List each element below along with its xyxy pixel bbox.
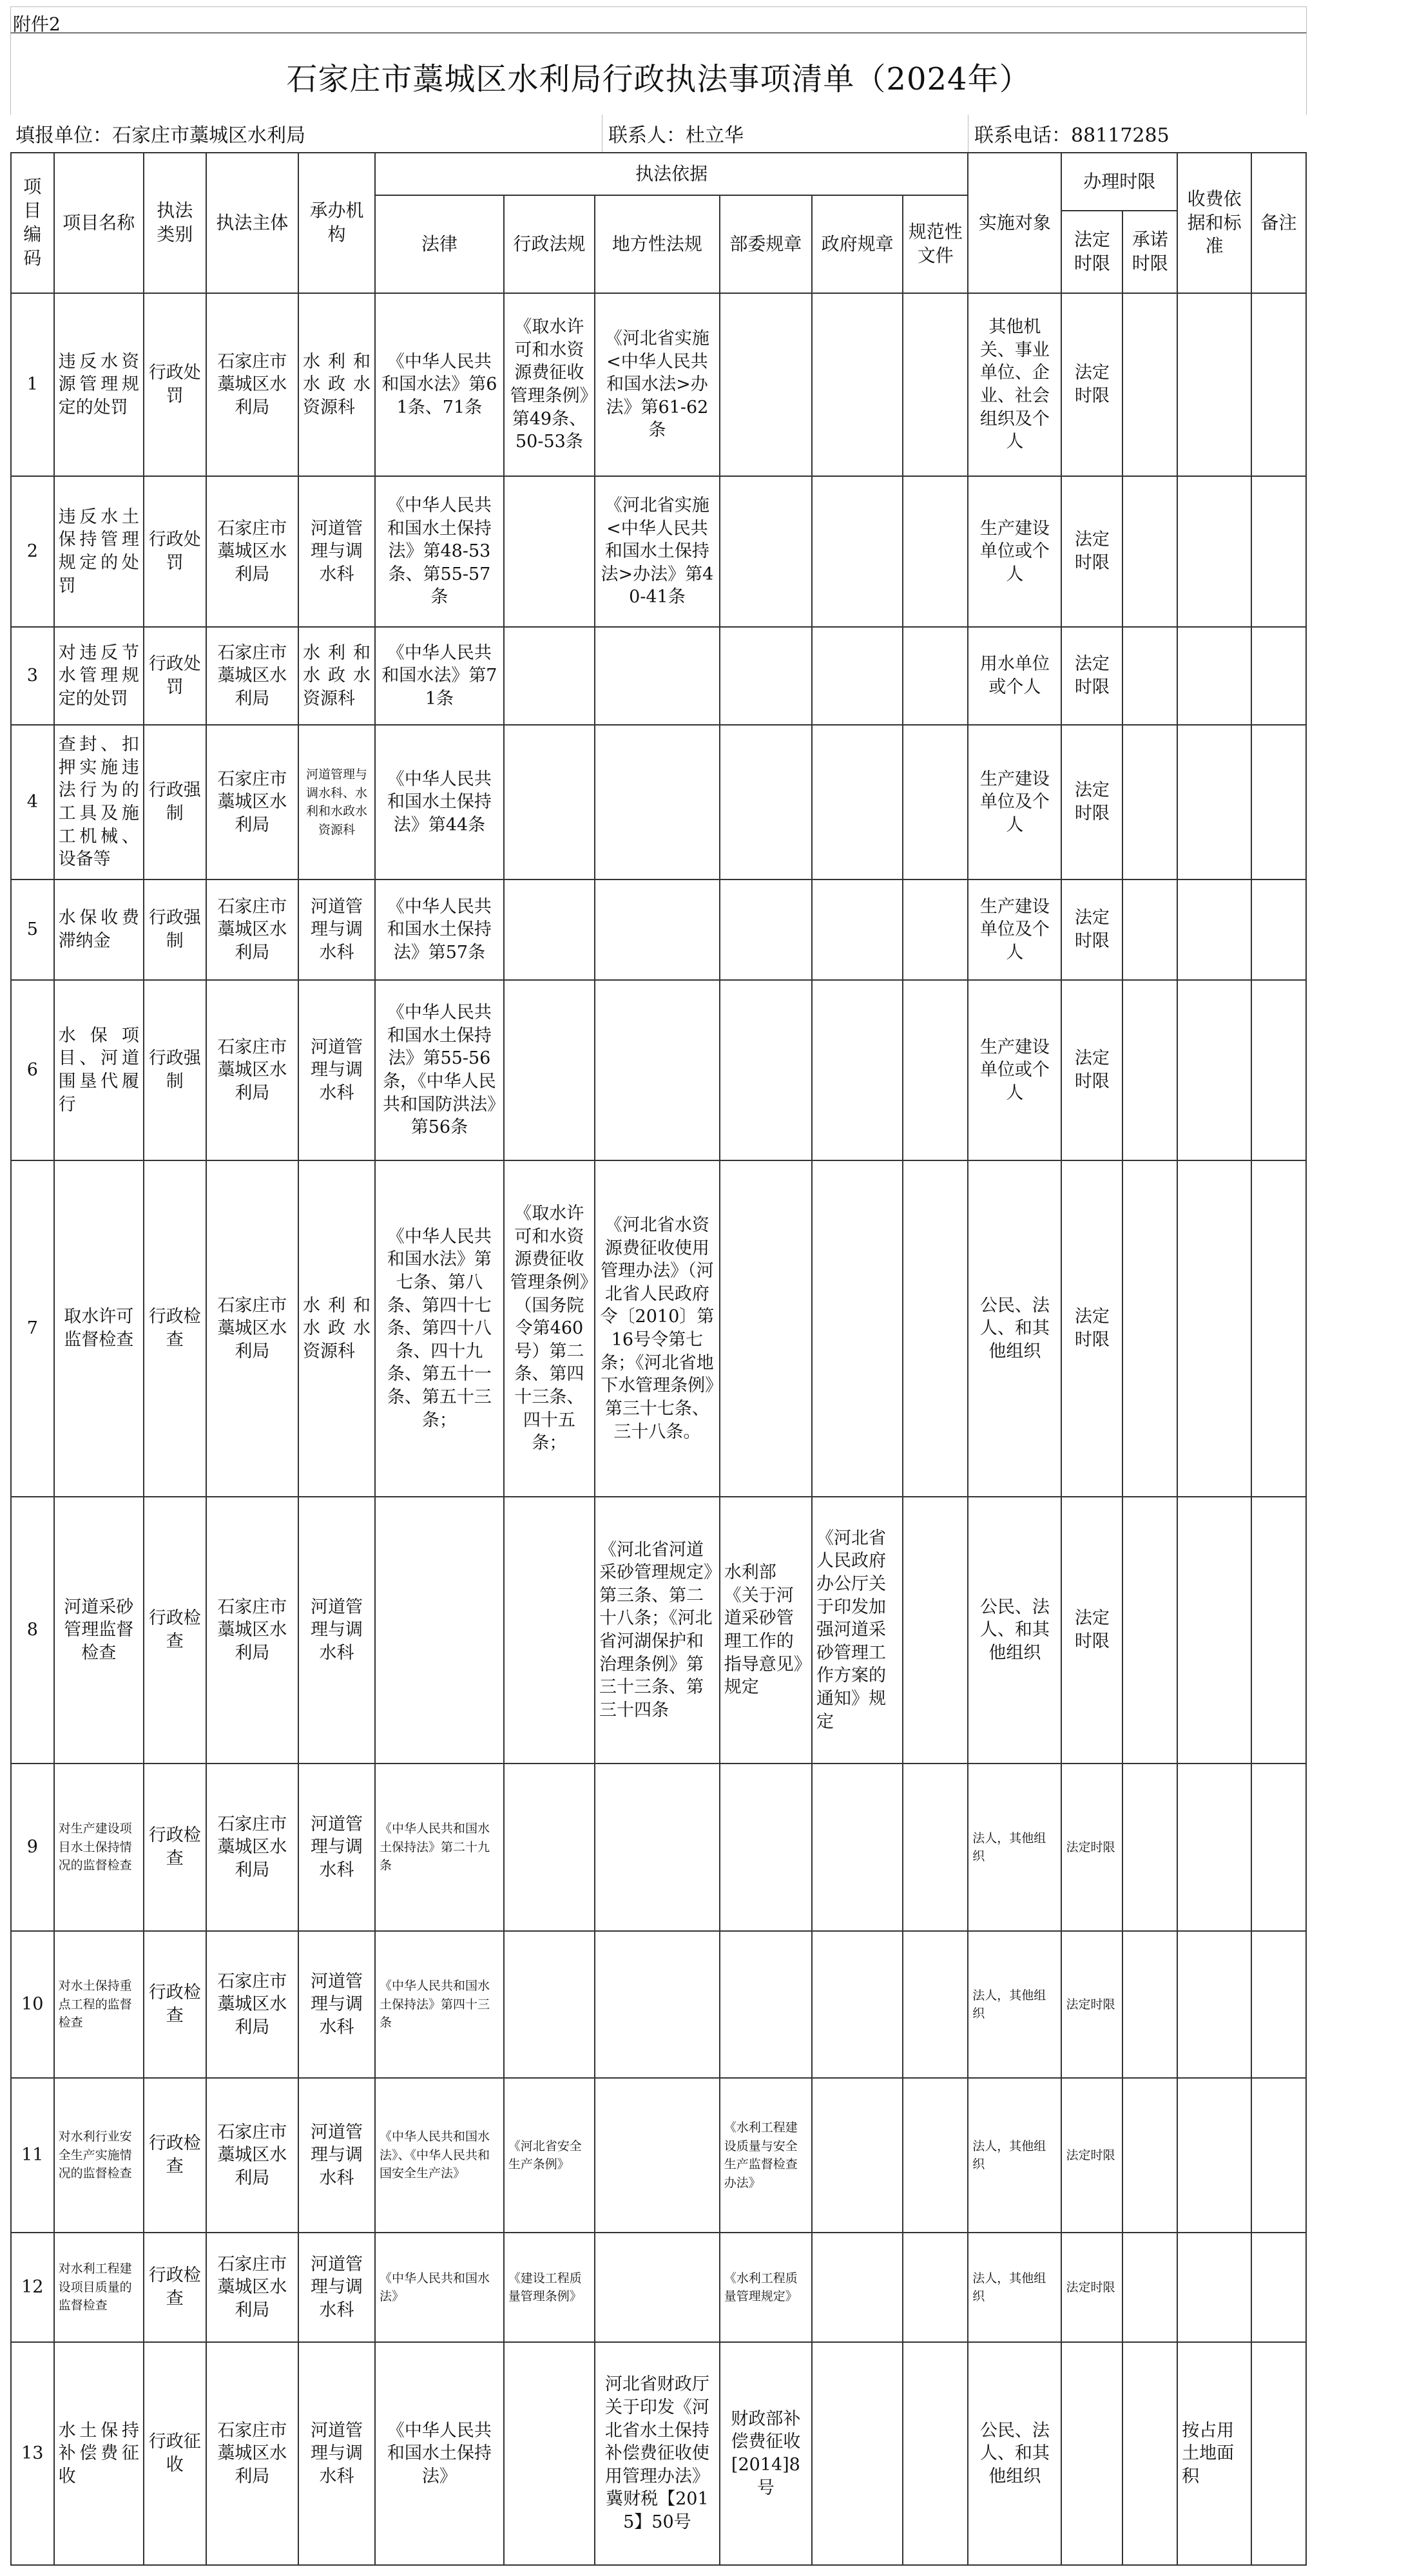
cell-promise-limit bbox=[1122, 2233, 1177, 2342]
header-law: 法律 bbox=[375, 195, 504, 293]
cell-fee bbox=[1177, 1931, 1251, 2078]
cell-local-reg: 《河北省河道采砂管理规定》第三条、第二十八条；《河北省河湖保护和治理条例》第三十三条、第三十四条 bbox=[595, 1497, 720, 1764]
cell-remark bbox=[1251, 1764, 1306, 1931]
cell-law: 《中华人民共和国水法》第61条、71条 bbox=[375, 293, 504, 476]
cell-code: 6 bbox=[11, 980, 54, 1160]
cell-norm-doc bbox=[903, 476, 968, 627]
cell-admin-reg: 《建设工程质量管理条例》 bbox=[504, 2233, 595, 2342]
cell-local-reg bbox=[595, 725, 720, 879]
cell-remark bbox=[1251, 879, 1306, 980]
table-row bbox=[11, 1497, 1306, 1764]
cell-code: 13 bbox=[11, 2342, 54, 2565]
cell-subject: 石家庄市藁城区水利局 bbox=[206, 2233, 298, 2342]
cell-gov-rule: 《河北省人民政府办公厅关于印发加强河道采砂管理工作方案的通知》规定 bbox=[812, 1497, 903, 1764]
cell-dept-rule bbox=[720, 293, 812, 476]
cell-gov-rule bbox=[812, 2078, 903, 2233]
cell-subject: 石家庄市藁城区水利局 bbox=[206, 1160, 298, 1497]
cell-gov-rule bbox=[812, 980, 903, 1160]
cell-admin-reg bbox=[504, 725, 595, 879]
cell-norm-doc bbox=[903, 879, 968, 980]
cell-admin-reg bbox=[504, 980, 595, 1160]
cell-name: 对水利行业安全生产实施情况的监督检查 bbox=[54, 2078, 144, 2233]
cell-target: 用水单位或个人 bbox=[968, 627, 1061, 725]
cell-dept-rule bbox=[720, 725, 812, 879]
cell-category: 行政检查 bbox=[144, 1931, 206, 2078]
cell-fee bbox=[1177, 627, 1251, 725]
cell-promise-limit bbox=[1122, 2342, 1177, 2565]
cell-admin-reg bbox=[504, 476, 595, 627]
header-target: 实施对象 bbox=[968, 153, 1061, 293]
cell-norm-doc bbox=[903, 2233, 968, 2342]
cell-local-reg bbox=[595, 879, 720, 980]
cell-law: 《中华人民共和国水土保持法》第48-53条、第55-57条 bbox=[375, 476, 504, 627]
cell-norm-doc bbox=[903, 1497, 968, 1764]
cell-legal-limit: 法定时限 bbox=[1061, 1160, 1122, 1497]
cell-promise-limit bbox=[1122, 1497, 1177, 1764]
cell-code: 11 bbox=[11, 2078, 54, 2233]
cell-remark bbox=[1251, 476, 1306, 627]
cell-name: 对水土保持重点工程的监督检查 bbox=[54, 1931, 144, 2078]
cell-dept-rule bbox=[720, 1764, 812, 1931]
cell-admin-reg bbox=[504, 1497, 595, 1764]
cell-fee bbox=[1177, 879, 1251, 980]
table-row bbox=[11, 879, 1306, 980]
cell-norm-doc bbox=[903, 2078, 968, 2233]
cell-promise-limit bbox=[1122, 293, 1177, 476]
cell-gov-rule bbox=[812, 1931, 903, 2078]
cell-subject: 石家庄市藁城区水利局 bbox=[206, 879, 298, 980]
header-norm-doc: 规范性文件 bbox=[903, 195, 968, 293]
cell-category: 行政处罚 bbox=[144, 627, 206, 725]
cell-law: 《中华人民共和国水土保持法》第44条 bbox=[375, 725, 504, 879]
header-gov-rule: 政府规章 bbox=[812, 195, 903, 293]
cell-law bbox=[375, 1497, 504, 1764]
cell-gov-rule bbox=[812, 725, 903, 879]
cell-promise-limit bbox=[1122, 725, 1177, 879]
cell-name: 对生产建设项目水土保持情况的监督检查 bbox=[54, 1764, 144, 1931]
cell-gov-rule bbox=[812, 2342, 903, 2565]
contact-person: 联系人：杜立华 bbox=[608, 124, 744, 147]
cell-subject: 石家庄市藁城区水利局 bbox=[206, 1931, 298, 2078]
cell-office: 河道管理与调水科 bbox=[298, 879, 375, 980]
cell-name: 水保项目、河道围垦代履行 bbox=[54, 980, 144, 1160]
cell-fee bbox=[1177, 980, 1251, 1160]
header-basis: 执法依据 bbox=[375, 153, 968, 195]
table-row bbox=[11, 725, 1306, 879]
cell-promise-limit bbox=[1122, 2078, 1177, 2233]
cell-dept-rule bbox=[720, 476, 812, 627]
cell-office: 水利和水政水资源科 bbox=[298, 1160, 375, 1497]
cell-category: 行政检查 bbox=[144, 1160, 206, 1497]
cell-subject: 石家庄市藁城区水利局 bbox=[206, 627, 298, 725]
cell-category: 行政检查 bbox=[144, 2078, 206, 2233]
cell-gov-rule bbox=[812, 627, 903, 725]
header-promise-limit: 承诺时限 bbox=[1122, 211, 1177, 293]
cell-legal-limit bbox=[1061, 2342, 1122, 2565]
header-subject: 执法主体 bbox=[206, 153, 298, 293]
cell-gov-rule bbox=[812, 476, 903, 627]
cell-legal-limit: 法定时限 bbox=[1061, 980, 1122, 1160]
cell-gov-rule bbox=[812, 293, 903, 476]
cell-local-reg bbox=[595, 980, 720, 1160]
cell-remark bbox=[1251, 293, 1306, 476]
cell-fee bbox=[1177, 1160, 1251, 1497]
cell-target: 法人，其他组织 bbox=[968, 1764, 1061, 1931]
page-title: 石家庄市藁城区水利局行政执法事项清单（2024年） bbox=[286, 61, 1031, 97]
cell-dept-rule bbox=[720, 879, 812, 980]
cell-law: 《中华人民共和国水土保持法》第55-56条，《中华人民共和国防洪法》第56条 bbox=[375, 980, 504, 1160]
cell-gov-rule bbox=[812, 879, 903, 980]
cell-name: 违反水土保持管理规定的处罚 bbox=[54, 476, 144, 627]
cell-code: 7 bbox=[11, 1160, 54, 1497]
cell-target: 公民、法人、和其他组织 bbox=[968, 1497, 1061, 1764]
cell-legal-limit: 法定时限 bbox=[1061, 879, 1122, 980]
cell-legal-limit: 法定时限 bbox=[1061, 2078, 1122, 2233]
cell-code: 1 bbox=[11, 293, 54, 476]
cell-subject: 石家庄市藁城区水利局 bbox=[206, 725, 298, 879]
cell-admin-reg bbox=[504, 627, 595, 725]
cell-dept-rule bbox=[720, 1160, 812, 1497]
cell-fee bbox=[1177, 1764, 1251, 1931]
cell-office: 河道管理与调水科 bbox=[298, 2233, 375, 2342]
cell-legal-limit: 法定时限 bbox=[1061, 293, 1122, 476]
cell-category: 行政强制 bbox=[144, 879, 206, 980]
cell-local-reg: 《河北省实施<中华人民共和国水法>办法》第61-62条 bbox=[595, 293, 720, 476]
cell-norm-doc bbox=[903, 1160, 968, 1497]
cell-category: 行政强制 bbox=[144, 980, 206, 1160]
cell-category: 行政征收 bbox=[144, 2342, 206, 2565]
cell-subject: 石家庄市藁城区水利局 bbox=[206, 1497, 298, 1764]
cell-dept-rule: 财政部补偿费征收[2014]8号 bbox=[720, 2342, 812, 2565]
table-row bbox=[11, 1931, 1306, 2078]
cell-legal-limit: 法定时限 bbox=[1061, 1497, 1122, 1764]
cell-dept-rule: 水利部《关于河道采砂管理工作的指导意见》规定 bbox=[720, 1497, 812, 1764]
cell-office: 河道管理与调水科 bbox=[298, 1931, 375, 2078]
cell-fee: 按占用土地面积 bbox=[1177, 2342, 1251, 2565]
cell-fee bbox=[1177, 725, 1251, 879]
cell-category: 行政检查 bbox=[144, 2233, 206, 2342]
header-name: 项目名称 bbox=[54, 153, 144, 293]
cell-norm-doc bbox=[903, 627, 968, 725]
cell-office: 河道管理与调水科 bbox=[298, 1497, 375, 1764]
cell-local-reg: 《河北省实施<中华人民共和国水土保持法>办法》第40-41条 bbox=[595, 476, 720, 627]
cell-subject: 石家庄市藁城区水利局 bbox=[206, 476, 298, 627]
header-legal-limit: 法定时限 bbox=[1061, 211, 1122, 293]
cell-code: 12 bbox=[11, 2233, 54, 2342]
table-row bbox=[11, 2342, 1306, 2565]
cell-name: 水土保持补偿费征收 bbox=[54, 2342, 144, 2565]
header-remark: 备注 bbox=[1251, 153, 1306, 293]
cell-norm-doc bbox=[903, 725, 968, 879]
fill-unit: 填报单位：石家庄市藁城区水利局 bbox=[15, 124, 305, 147]
cell-fee bbox=[1177, 1497, 1251, 1764]
cell-admin-reg bbox=[504, 1764, 595, 1931]
cell-name: 查封、扣押实施违法行为的工具及施工机械、设备等 bbox=[54, 725, 144, 879]
header-office: 承办机构 bbox=[298, 153, 375, 293]
cell-target: 其他机关、事业单位、企业、社会组织及个人 bbox=[968, 293, 1061, 476]
table-row bbox=[11, 980, 1306, 1160]
cell-code: 5 bbox=[11, 879, 54, 980]
table-row bbox=[11, 1764, 1306, 1931]
cell-office: 河道管理与调水科、水利和水政水资源科 bbox=[298, 725, 375, 879]
cell-local-reg bbox=[595, 1764, 720, 1931]
cell-remark bbox=[1251, 980, 1306, 1160]
header-admin-reg: 行政法规 bbox=[504, 195, 595, 293]
header-category: 执法类别 bbox=[144, 153, 206, 293]
cell-law: 《中华人民共和国水法》第七条、第八条、第四十七条、第四十八条、四十九条、第五十一条、第五十三条； bbox=[375, 1160, 504, 1497]
cell-fee bbox=[1177, 293, 1251, 476]
cell-fee bbox=[1177, 2078, 1251, 2233]
cell-admin-reg: 《取水许可和水资源费征收管理条例》（国务院令第460号）第二条、第四十三条、四十五条； bbox=[504, 1160, 595, 1497]
contact-phone: 联系电话：88117285 bbox=[974, 124, 1170, 147]
cell-target: 法人，其他组织 bbox=[968, 1931, 1061, 2078]
cell-legal-limit: 法定时限 bbox=[1061, 725, 1122, 879]
cell-subject: 石家庄市藁城区水利局 bbox=[206, 2342, 298, 2565]
header-code: 项目编码 bbox=[11, 153, 54, 293]
cell-promise-limit bbox=[1122, 627, 1177, 725]
cell-category: 行政处罚 bbox=[144, 476, 206, 627]
cell-remark bbox=[1251, 725, 1306, 879]
cell-legal-limit: 法定时限 bbox=[1061, 1931, 1122, 2078]
cell-local-reg bbox=[595, 1931, 720, 2078]
cell-name: 河道采砂管理监督检查 bbox=[54, 1497, 144, 1764]
cell-promise-limit bbox=[1122, 1160, 1177, 1497]
cell-name: 取水许可监督检查 bbox=[54, 1160, 144, 1497]
table-row bbox=[11, 627, 1306, 725]
cell-remark bbox=[1251, 2342, 1306, 2565]
table-row bbox=[11, 476, 1306, 627]
cell-legal-limit: 法定时限 bbox=[1061, 476, 1122, 627]
cell-local-reg bbox=[595, 2233, 720, 2342]
enforcement-table bbox=[10, 152, 1307, 2566]
cell-target: 法人，其他组织 bbox=[968, 2233, 1061, 2342]
cell-local-reg: 《河北省水资源费征收使用管理办法》（河北省人民政府令〔2010〕第16号令第七条；《河北省地下水管理条例》第三十七条、三十八条。 bbox=[595, 1160, 720, 1497]
cell-remark bbox=[1251, 2078, 1306, 2233]
cell-dept-rule: 《水利工程质量管理规定》 bbox=[720, 2233, 812, 2342]
cell-category: 行政强制 bbox=[144, 725, 206, 879]
cell-legal-limit: 法定时限 bbox=[1061, 2233, 1122, 2342]
cell-code: 2 bbox=[11, 476, 54, 627]
cell-office: 水利和水政水资源科 bbox=[298, 627, 375, 725]
cell-legal-limit: 法定时限 bbox=[1061, 627, 1122, 725]
cell-code: 3 bbox=[11, 627, 54, 725]
cell-remark bbox=[1251, 1931, 1306, 2078]
table-row bbox=[11, 2078, 1306, 2233]
cell-dept-rule: 《水利工程建设质量与安全生产监督检查办法》 bbox=[720, 2078, 812, 2233]
cell-subject: 石家庄市藁城区水利局 bbox=[206, 2078, 298, 2233]
cell-admin-reg bbox=[504, 2342, 595, 2565]
cell-subject: 石家庄市藁城区水利局 bbox=[206, 1764, 298, 1931]
cell-office: 河道管理与调水科 bbox=[298, 2078, 375, 2233]
cell-target: 生产建设单位或个人 bbox=[968, 980, 1061, 1160]
table-row bbox=[11, 2233, 1306, 2342]
cell-office: 河道管理与调水科 bbox=[298, 476, 375, 627]
table-row bbox=[11, 293, 1306, 476]
cell-legal-limit: 法定时限 bbox=[1061, 1764, 1122, 1931]
cell-norm-doc bbox=[903, 293, 968, 476]
cell-name: 水保收费滞纳金 bbox=[54, 879, 144, 980]
cell-gov-rule bbox=[812, 1160, 903, 1497]
cell-code: 9 bbox=[11, 1764, 54, 1931]
cell-category: 行政处罚 bbox=[144, 293, 206, 476]
cell-admin-reg: 《取水许可和水资源费征收管理条例》第49条、50-53条 bbox=[504, 293, 595, 476]
cell-target: 公民、法人、和其他组织 bbox=[968, 2342, 1061, 2565]
cell-promise-limit bbox=[1122, 980, 1177, 1160]
cell-subject: 石家庄市藁城区水利局 bbox=[206, 293, 298, 476]
cell-local-reg bbox=[595, 627, 720, 725]
header-local-reg: 地方性法规 bbox=[595, 195, 720, 293]
cell-target: 生产建设单位或个人 bbox=[968, 476, 1061, 627]
cell-remark bbox=[1251, 1497, 1306, 1764]
header-fee: 收费依据和标准 bbox=[1177, 153, 1251, 293]
cell-law: 《中华人民共和国水法》 bbox=[375, 2233, 504, 2342]
cell-promise-limit bbox=[1122, 1931, 1177, 2078]
cell-name: 对违反节水管理规定的处罚 bbox=[54, 627, 144, 725]
cell-dept-rule bbox=[720, 627, 812, 725]
cell-admin-reg bbox=[504, 879, 595, 980]
cell-category: 行政检查 bbox=[144, 1497, 206, 1764]
header-time-limit: 办理时限 bbox=[1061, 153, 1177, 211]
cell-office: 水利和水政水资源科 bbox=[298, 293, 375, 476]
cell-dept-rule bbox=[720, 1931, 812, 2078]
cell-law: 《中华人民共和国水土保持法》第二十九条 bbox=[375, 1764, 504, 1931]
cell-local-reg: 河北省财政厅关于印发《河北省水土保持补偿费征收使用管理办法》冀财税【2015】50号 bbox=[595, 2342, 720, 2565]
cell-name: 对水利工程建设项目质量的监督检查 bbox=[54, 2233, 144, 2342]
cell-office: 河道管理与调水科 bbox=[298, 980, 375, 1160]
cell-norm-doc bbox=[903, 1931, 968, 2078]
cell-remark bbox=[1251, 627, 1306, 725]
cell-dept-rule bbox=[720, 980, 812, 1160]
cell-fee bbox=[1177, 2233, 1251, 2342]
header-dept-rule: 部委规章 bbox=[720, 195, 812, 293]
cell-remark bbox=[1251, 2233, 1306, 2342]
cell-local-reg bbox=[595, 2078, 720, 2233]
cell-category: 行政检查 bbox=[144, 1764, 206, 1931]
cell-gov-rule bbox=[812, 2233, 903, 2342]
cell-code: 8 bbox=[11, 1497, 54, 1764]
cell-admin-reg bbox=[504, 1931, 595, 2078]
cell-norm-doc bbox=[903, 1764, 968, 1931]
cell-promise-limit bbox=[1122, 1764, 1177, 1931]
attachment-label: 附件2 bbox=[13, 14, 61, 35]
cell-name: 违反水资源管理规定的处罚 bbox=[54, 293, 144, 476]
cell-admin-reg: 《河北省安全生产条例》 bbox=[504, 2078, 595, 2233]
cell-law: 《中华人民共和国水土保持法》第四十三条 bbox=[375, 1931, 504, 2078]
cell-gov-rule bbox=[812, 1764, 903, 1931]
table-row bbox=[11, 1160, 1306, 1497]
cell-norm-doc bbox=[903, 2342, 968, 2565]
cell-target: 法人，其他组织 bbox=[968, 2078, 1061, 2233]
cell-law: 《中华人民共和国水法》、《中华人民共和国安全生产法》 bbox=[375, 2078, 504, 2233]
cell-subject: 石家庄市藁城区水利局 bbox=[206, 980, 298, 1160]
cell-law: 《中华人民共和国水法》第71条 bbox=[375, 627, 504, 725]
cell-remark bbox=[1251, 1160, 1306, 1497]
cell-target: 公民、法人、和其他组织 bbox=[968, 1160, 1061, 1497]
cell-law: 《中华人民共和国水土保持法》第57条 bbox=[375, 879, 504, 980]
cell-promise-limit bbox=[1122, 879, 1177, 980]
cell-target: 生产建设单位及个人 bbox=[968, 725, 1061, 879]
sheet-top-gridline bbox=[10, 6, 1307, 32]
cell-norm-doc bbox=[903, 980, 968, 1160]
cell-office: 河道管理与调水科 bbox=[298, 2342, 375, 2565]
cell-fee bbox=[1177, 476, 1251, 627]
cell-target: 生产建设单位及个人 bbox=[968, 879, 1061, 980]
cell-office: 河道管理与调水科 bbox=[298, 1764, 375, 1931]
cell-law: 《中华人民共和国水土保持法》 bbox=[375, 2342, 504, 2565]
cell-code: 10 bbox=[11, 1931, 54, 2078]
cell-promise-limit bbox=[1122, 476, 1177, 627]
cell-code: 4 bbox=[11, 725, 54, 879]
